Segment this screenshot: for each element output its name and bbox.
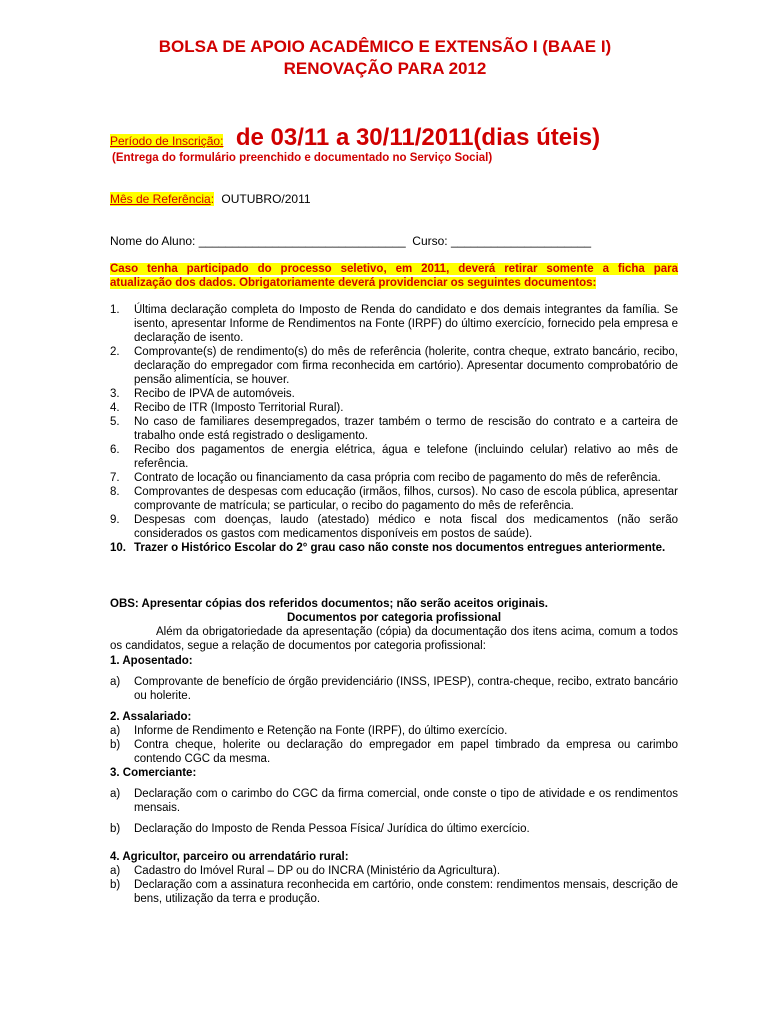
- documento-item: 3. Recibo de IPVA de automóveis.: [110, 388, 295, 400]
- aposentado-item: a) Comprovante de benefício de órgão previdenciário (INSS, IPESP), contra-cheque, recibo, extrato bancário ou holerite.: [110, 676, 678, 702]
- documento-item: 4. Recibo de ITR (Imposto Territorial Rural).: [110, 402, 344, 414]
- comerciante-list: [110, 787, 678, 836]
- aposentado-heading: 1. Aposentado:: [110, 655, 193, 667]
- documento-item: 5. No caso de familiares desempregados, trazer também o termo de rescisão do contrato e a carteira de trabalho onde está registrado o desligamento.: [110, 416, 678, 442]
- aposentado-list: [110, 675, 678, 703]
- aviso-line-2: atualização dos dados. Obrigatoriamente deverá providenciar os seguintes documentos:: [110, 277, 597, 289]
- inscricao-label: Período de Inscrição:: [110, 134, 224, 148]
- assalariado-list: [110, 724, 678, 766]
- agricultor-list: [110, 864, 678, 906]
- categoria-intro: Além da obrigatoriedade da apresentação (cópia) da documentação dos itens acima, comum a todos os candidatos, segue a relação de documentos por categoria profissional:: [110, 626, 678, 652]
- assalariado-item: a) Informe de Rendimento e Retenção na Fonte (IRPF), do último exercício.: [110, 725, 508, 737]
- documento-item: 2. Comprovante(s) de rendimento(s) do mês de referência (holerite, contra cheque, extrato bancário, recibo, declaração do empregador com firma reconhecida em cartório). Apresentar documento comprobatório de pensão alimentícia, se houver.: [110, 346, 678, 386]
- categoria-heading: Documentos por categoria profissional: [286, 612, 502, 624]
- assalariado-item: b) Contra cheque, holerite ou declaração do empregador em papel timbrado da empresa ou carimbo contendo CGC da mesma.: [110, 739, 678, 765]
- referencia-label: Mês de Referência: [110, 192, 211, 206]
- comerciante-item: a) Declaração com o carimbo do CGC da firma comercial, onde conste o tipo de atividade e os rendimentos mensais.: [110, 788, 678, 814]
- referencia-colon: :: [210, 192, 215, 206]
- comerciante-item: b) Declaração do Imposto de Renda Pessoa Física/ Jurídica do último exercício.: [110, 823, 530, 835]
- inscricao-row: [110, 124, 600, 152]
- referencia-row: [110, 192, 311, 206]
- aluno-fields: Nome do Aluno: _______________________________ Curso: _____________________: [110, 234, 592, 248]
- documentos-list: [110, 303, 678, 555]
- inscricao-dates: de 03/11 a 30/11/2011(dias úteis): [235, 124, 601, 151]
- aviso-line-1: Caso tenha participado do processo seletivo, em 2011, deverá retirar somente a ficha para: [110, 263, 678, 275]
- agricultor-item: a) Cadastro do Imóvel Rural – DP ou do INCRA (Ministério da Agricultura).: [110, 865, 501, 877]
- comerciante-heading: 3. Comerciante:: [110, 767, 197, 779]
- documento-item: 1. Última declaração completa do Imposto de Renda do candidato e dos demais integrantes da família. Se isento, apresentar Informe de Rendimentos na Fonte (IRPF) do último exercício, fornecido pela empresa e declaração de isento.: [110, 304, 678, 344]
- assalariado-heading: 2. Assalariado:: [110, 711, 192, 723]
- documento-item: 9. Despesas com doenças, laudo (atestado) médico e nota fiscal dos medicamentos (não serão considerados os gastos com medicamentos disponíveis em postos de saúde).: [110, 514, 678, 540]
- referencia-value: OUTUBRO/2011: [221, 192, 311, 206]
- documento-item: 10. Trazer o Histórico Escolar do 2° grau caso não conste nos documentos entregues anteriormente.: [110, 542, 666, 554]
- documento-item: 7. Contrato de locação ou financiamento da casa própria com recibo de pagamento do mês de referência.: [110, 472, 661, 484]
- title-line-2: RENOVAÇÃO PARA 2012: [283, 59, 487, 78]
- aviso-box: [110, 262, 678, 290]
- inscricao-note: (Entrega do formulário preenchido e documentado no Serviço Social): [112, 152, 493, 164]
- obs-note: OBS: Apresentar cópias dos referidos documentos; não serão aceitos originais.: [110, 598, 548, 610]
- documento-item: 6. Recibo dos pagamentos de energia elétrica, água e telefone (incluindo celular) relativo ao mês de referência.: [110, 444, 678, 470]
- documento-item: 8. Comprovantes de despesas com educação (irmãos, filhos, cursos). No caso de escola pública, apresentar comprovante de matrícula; se particular, o recibo do pagamento do mês de referência.: [110, 486, 678, 512]
- agricultor-item: b) Declaração com a assinatura reconhecida em cartório, onde constem: rendimentos mensais, descrição de bens, utilização da terra e produção.: [110, 879, 678, 905]
- agricultor-heading: 4. Agricultor, parceiro ou arrendatário rural:: [110, 851, 349, 863]
- title-line-1: BOLSA DE APOIO ACADÊMICO E EXTENSÃO I (BAAE I): [158, 37, 612, 56]
